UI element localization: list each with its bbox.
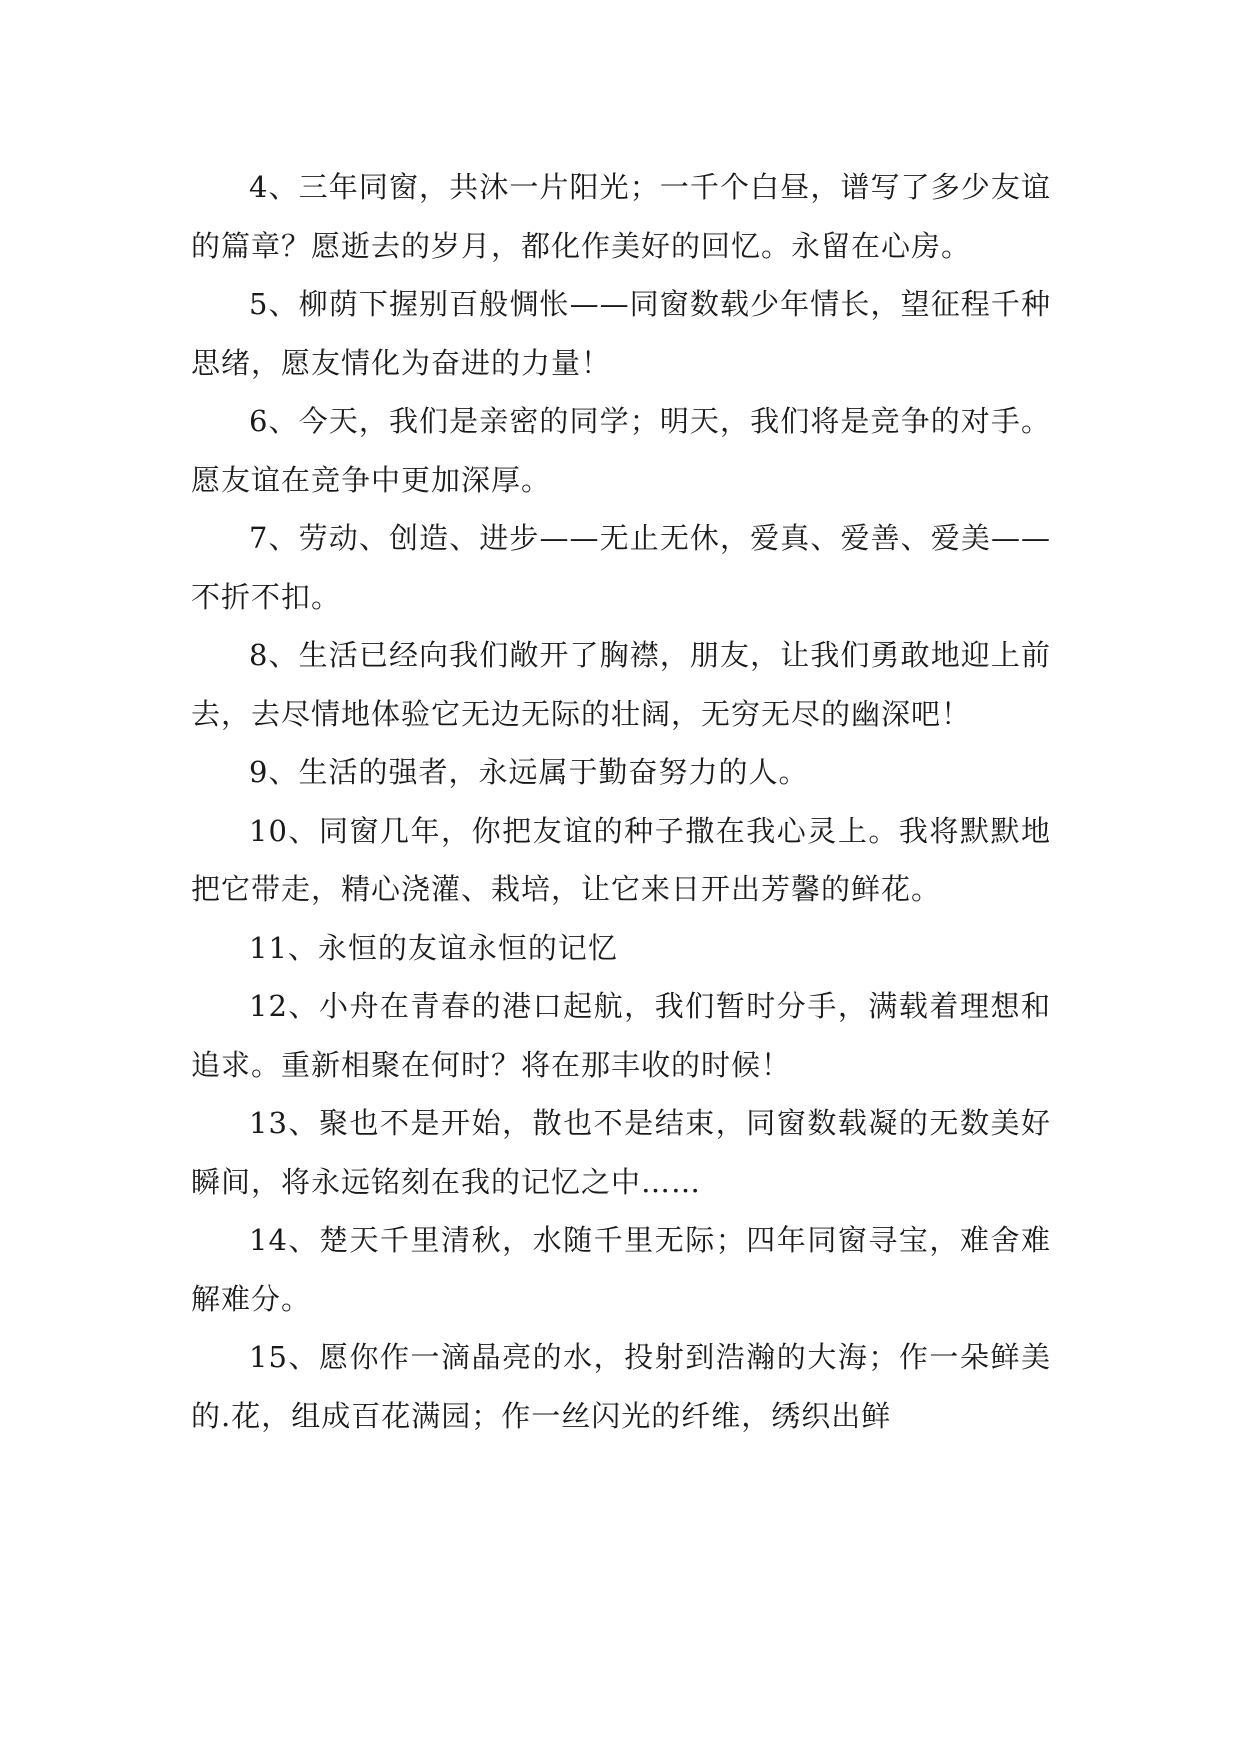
- paragraph-11: 11、永恒的友谊永恒的记忆: [249, 930, 618, 965]
- paragraph-13: 13、聚也不是开始，散也不是结束，同窗数载凝的无数美好瞬间，将永远铭刻在我的记忆之中……: [191, 1106, 1051, 1199]
- paragraph-6: 6、今天，我们是亲密的同学；明天，我们将是竞争的对手。愿友谊在竞争中更加深厚。: [191, 404, 1051, 497]
- paragraph-10: 10、同窗几年，你把友谊的种子撒在我心灵上。我将默默地把它带走，精心浇灌、栽培，让它来日开出芳馨的鲜花。: [191, 813, 1051, 906]
- paragraph-7: 7、劳动、创造、进步——无止无休，爱真、爱善、爱美——不折不扣。: [191, 521, 1051, 614]
- paragraph-5: 5、柳荫下握别百般惆怅——同窗数载少年情长，望征程千种思绪，愿友情化为奋进的力量！: [191, 287, 1051, 380]
- paragraph-9: 9、生活的强者，永远属于勤奋努力的人。: [249, 755, 809, 789]
- paragraph-12: 12、小舟在青春的港口起航，我们暂时分手，满载着理想和追求。重新相聚在何时？将在那丰收的时候！: [191, 989, 1051, 1082]
- paragraph-14: 14、楚天千里清秋，水随千里无际；四年同窗寻宝，难舍难解难分。: [191, 1223, 1051, 1316]
- paragraph-8: 8、生活已经向我们敞开了胸襟，朋友，让我们勇敢地迎上前去，去尽情地体验它无边无际的壮阔，无穷无尽的幽深吧！: [191, 638, 1051, 731]
- paragraph-15: 15、愿你作一滴晶亮的水，投射到浩瀚的大海；作一朵鲜美的.花，组成百花满园；作一丝闪光的纤维，绣织出鲜: [191, 1340, 1051, 1433]
- paragraph-4: 4、三年同窗，共沐一片阳光；一千个白昼，谱写了多少友谊的篇章？愿逝去的岁月，都化作美好的回忆。永留在心房。: [191, 170, 1051, 263]
- document-body: [191, 158, 1051, 1445]
